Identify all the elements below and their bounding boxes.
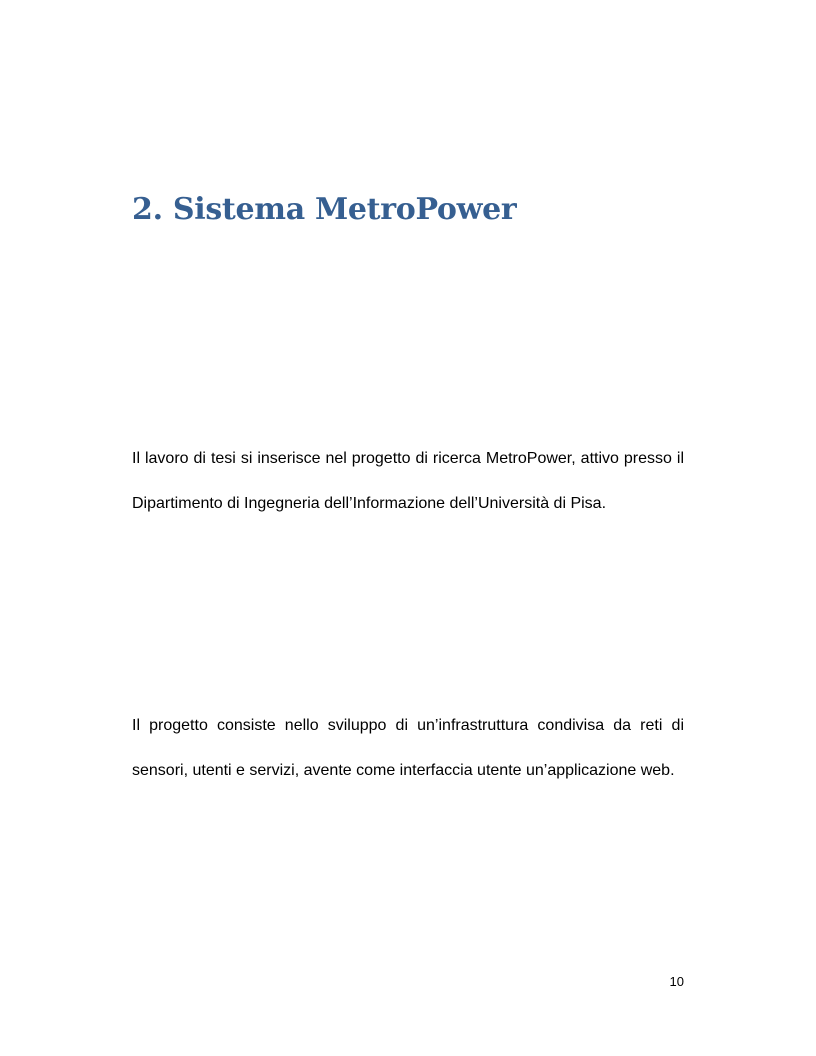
page-number: 10	[669, 974, 684, 989]
body-paragraph-2: Il progetto consiste nello sviluppo di un’infrastruttura condivisa da reti di sensori, utenti e servizi, avente come interfaccia utente un’applicazione web.	[132, 717, 684, 779]
body-paragraph-1: Il lavoro di tesi si inserisce nel progetto di ricerca MetroPower, attivo presso il Dipartimento di Ingegneria dell’Informazione dell’Università di Pisa.	[132, 450, 684, 512]
chapter-title: 2. Sistema MetroPower	[132, 192, 517, 227]
